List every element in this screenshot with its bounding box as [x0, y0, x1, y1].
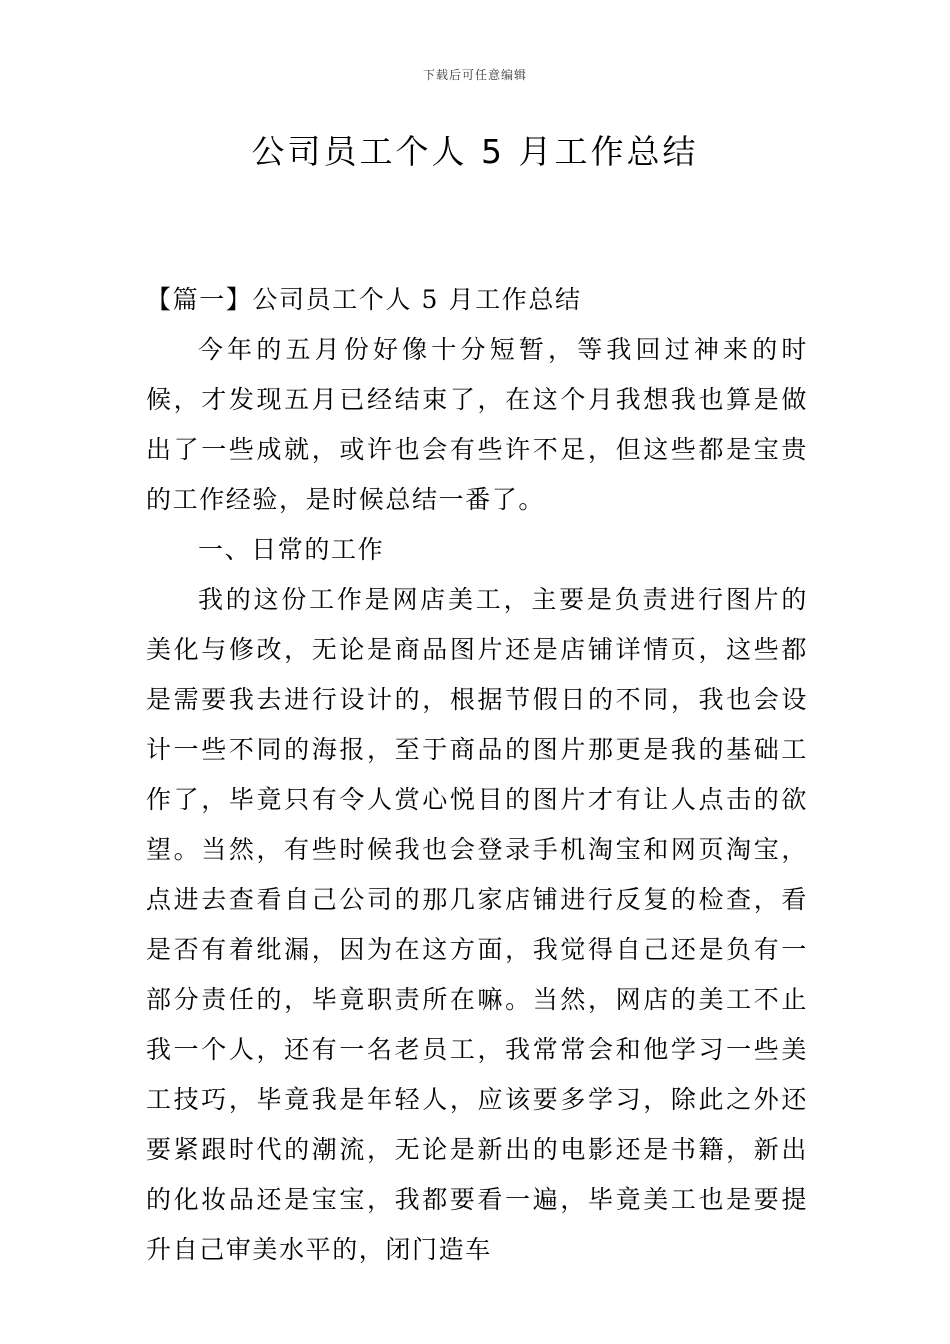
section-heading: 【篇一】公司员工个人 5 月工作总结	[146, 285, 582, 314]
paragraph-daily-work: 我的这份工作是网店美工，主要是负责进行图片的美化与修改，无论是商品图片还是店铺详情页，这些都是需要我去进行设计的，根据节假日的不同，我也会设计一些不同的海报，至于商品的图片那更是我的基础工作了，毕竟只有令人赏心悦目的图片才有让人点击的欲望。当然，有些时候我也会登录手机淘宝和网页淘宝，点进去查看自己公司的那几家店铺进行反复的检查，看是否有着纰漏，因为在这方面，我觉得自己还是负有一部分责任的，毕竟职责所在嘛。当然，网店的美工不止我一个人，还有一名老员工，我常常会和他学习一些美工技巧，毕竟我是年轻人，应该要多学习，除此之外还要紧跟时代的潮流，无论是新出的电影还是书籍，新出的化妆品还是宝宝，我都要看一遍，毕竟美工也是要提升自己审美水平的，闭门造车	[146, 585, 808, 1264]
paragraph-intro: 今年的五月份好像十分短暂，等我回过神来的时候，才发现五月已经结束了，在这个月我想我也算是做出了一些成就，或许也会有些许不足，但这些都是宝贵的工作经验，是时候总结一番了。	[146, 335, 808, 514]
document-body	[146, 275, 808, 1275]
page-header-note: 下载后可任意编辑	[422, 68, 527, 82]
subheading-daily-work: 一、日常的工作	[198, 535, 385, 564]
document-title: 公司员工个人 5 月工作总结	[251, 132, 699, 171]
